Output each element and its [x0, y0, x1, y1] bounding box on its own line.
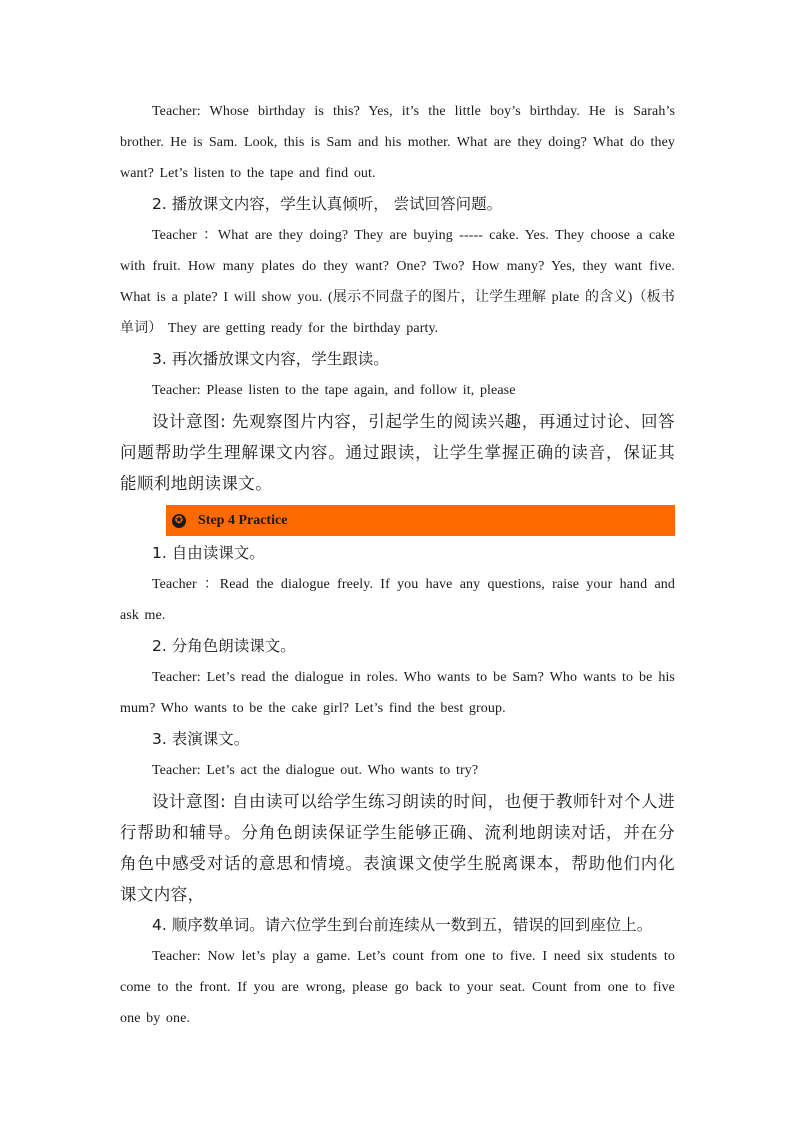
practice-item-1: 1. 自由读课文。: [152, 544, 265, 562]
practice-item-4: 4. 顺序数单词。请六位学生到台前连续从一数到五，错误的回到座位上。: [152, 916, 653, 934]
design-intent-2: 设计意图: 自由读可以给学生练习朗读的时间，也便于教师针对个人进行帮助和辅导。分角色朗读保证学生能够正确、流利地朗读对话，并在分角色中感受对话的意思和情境。表演课文使学生脱离课本，帮助他们内化课文内容，: [120, 792, 675, 904]
practice-item-3: 3. 表演课文。: [152, 730, 250, 748]
teacher-dialogue-6: Teacher: Let’s act the dialogue out. Who wants to try?: [152, 763, 479, 778]
teacher-dialogue-2: Teacher ：What are they doing? They are buying ----- cake. Yes. They choose a cake with fruit. How many plates do they want? One? Two? How many? Yes, they want five. What is a plate? I will show you. (展示不同盘子的图片，让学生理解 plate 的含义)（板书单词） They are getting ready for the birthday party.: [120, 228, 675, 336]
step-item-2: 2. 播放课文内容，学生认真倾听， 尝试回答问题。: [152, 195, 503, 213]
teacher-dialogue-5: Teacher: Let’s read the dialogue in roles. Who wants to be Sam? Who wants to be his mum? Who wants to be the cake girl? Let’s find the best group.: [120, 670, 675, 716]
teacher-dialogue-7: Teacher: Now let’s play a game. Let’s count from one to five. I need six students to come to the front. If you are wrong, please go back to your seat. Count from one to five one by one.: [120, 949, 675, 1026]
step-item-3: 3. 再次播放课文内容，学生跟读。: [152, 350, 389, 368]
practice-item-2: 2. 分角色朗读课文。: [152, 637, 296, 655]
teacher-dialogue-4: Teacher ：Read the dialogue freely. If you have any questions, raise your hand and ask me.: [120, 577, 675, 623]
teacher-dialogue-3: Teacher: Please listen to the tape again, and follow it, please: [152, 383, 516, 398]
design-intent-1: 设计意图: 先观察图片内容，引起学生的阅读兴趣，再通过讨论、回答问题帮助学生理解课文内容。通过跟读，让学生掌握正确的读音，保证其能顺利地朗读课文。: [120, 412, 675, 493]
step-4-header: [166, 505, 675, 536]
step-4-label: Step 4 Practice: [198, 512, 288, 528]
lesson-content: [120, 96, 675, 1034]
teacher-dialogue-1: Teacher: Whose birthday is this? Yes, it’s the little boy’s birthday. He is Sarah’s brother. He is Sam. Look, this is Sam and his mother. What are they doing? What do they want? Let’s listen to the tape and find out.: [120, 104, 675, 181]
circled-star-icon: ✪: [172, 514, 186, 528]
